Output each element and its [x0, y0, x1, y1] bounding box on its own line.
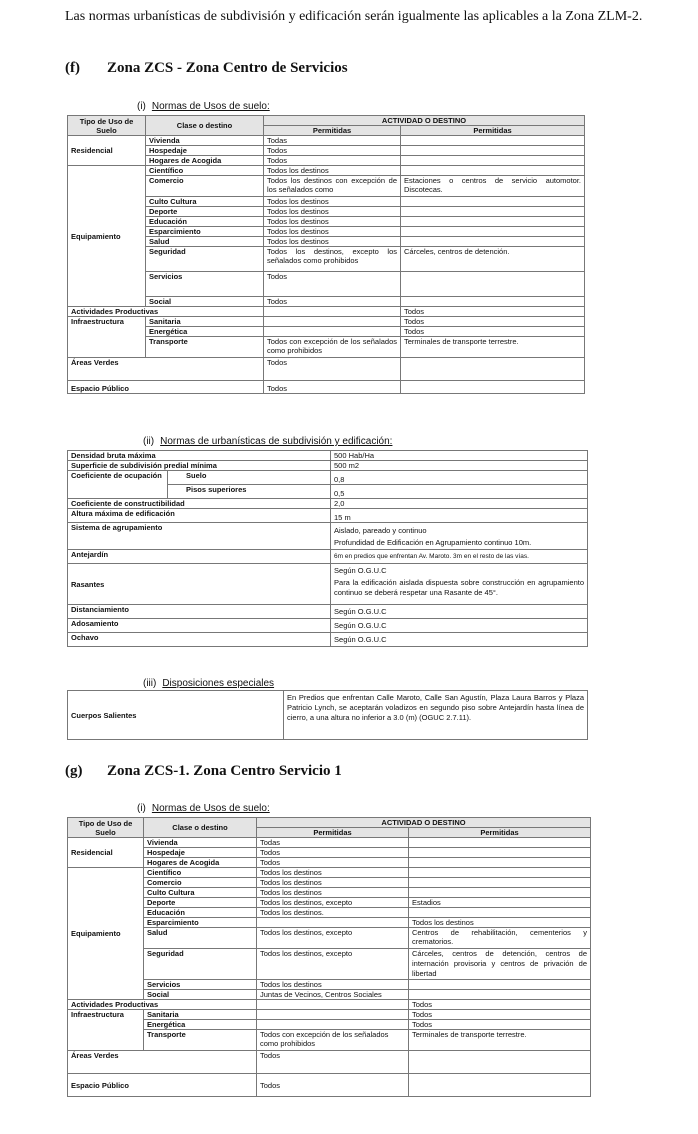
urban-sublabel: Suelo — [168, 471, 331, 485]
permitted-cell: Todos — [264, 358, 401, 381]
section-f-heading — [65, 60, 348, 77]
subtitle-text: Normas de urbanísticas de subdivisión y edificación: — [160, 436, 393, 447]
subtitle-text: Disposiciones especiales — [162, 678, 275, 689]
section-title: Zona ZCS - Zona Centro de Servicios — [107, 60, 348, 76]
permitted-cell: Todos los destinos con excepción de los señalados como — [264, 176, 401, 197]
class-cell: Deporte — [144, 898, 257, 908]
urban-value: 500 m2 — [331, 461, 588, 471]
section-letter: (f) — [65, 60, 80, 76]
class-cell: Deporte — [146, 207, 264, 217]
urban-label: Densidad bruta máxima — [68, 451, 331, 461]
type-infraestructura: Infraestructura — [68, 317, 146, 358]
class-cell: Servicios — [144, 980, 257, 990]
class-cell: Social — [144, 990, 257, 1000]
permitted-cell — [264, 307, 401, 317]
type-areas-verdes: Áreas Verdes — [68, 358, 264, 381]
header-clase: Clase o destino — [146, 116, 264, 136]
class-cell: Seguridad — [146, 247, 264, 272]
type-equipamiento: Equipamiento — [68, 166, 146, 307]
class-cell: Energética — [146, 327, 264, 337]
uses-subtitle — [137, 101, 270, 112]
section-g-heading — [65, 763, 342, 780]
permitted-cell: Todos — [264, 146, 401, 156]
prohibited-cell — [401, 272, 585, 297]
urban-value: 15 m — [331, 509, 588, 523]
class-cell: Hospedaje — [144, 848, 257, 858]
class-cell: Culto Cultura — [144, 888, 257, 898]
urban-value: Según O.G.U.C — [331, 619, 588, 633]
prohibited-cell: Todos — [401, 307, 585, 317]
prohibited-cell — [401, 381, 585, 394]
urban-label: Coeficiente de ocupación — [68, 471, 168, 499]
class-cell: Vivienda — [146, 136, 264, 146]
permitted-cell: Todos — [264, 272, 401, 297]
prohibited-cell: Cárceles, centros de detención. — [401, 247, 585, 272]
class-cell: Vivienda — [144, 838, 257, 848]
subtitle-num: (ii) — [143, 436, 155, 447]
permitted-cell: Todos los destinos, excepto — [257, 949, 409, 980]
intro-paragraph: Las normas urbanísticas de subdivisión y edificación serán igualmente las aplicables a la Zona ZLM-2. — [65, 9, 643, 24]
prohibited-cell — [409, 838, 591, 848]
permitted-cell: Todos los destinos — [264, 237, 401, 247]
prohibited-cell — [409, 1074, 591, 1097]
prohibited-cell — [401, 156, 585, 166]
class-cell: Salud — [146, 237, 264, 247]
urban-label: Antejardín — [68, 550, 331, 564]
permitted-cell: Todos — [257, 858, 409, 868]
prohibited-cell: Estadios — [409, 898, 591, 908]
type-espacio-publico: Espacio Público — [68, 381, 264, 394]
urban-label: Distanciamiento — [68, 605, 331, 619]
special-subtitle — [143, 678, 274, 689]
prohibited-cell — [409, 858, 591, 868]
class-cell: Social — [146, 297, 264, 307]
class-cell: Culto Cultura — [146, 197, 264, 207]
prohibited-cell — [401, 297, 585, 307]
header-actividad: ACTIVIDAD O DESTINO — [264, 116, 585, 126]
header-permitidas: Permitidas — [264, 126, 401, 136]
prohibited-cell: Todos — [409, 1010, 591, 1020]
header-prohibidas: Permitidas — [401, 126, 585, 136]
subtitle-num: (iii) — [143, 678, 157, 689]
prohibited-cell — [401, 237, 585, 247]
urban-value: 6m en predios que enfrentan Av. Maroto. 3m en el resto de las vías. — [331, 550, 588, 564]
permitted-cell — [257, 1020, 409, 1030]
prohibited-cell — [401, 166, 585, 176]
permitted-cell: Todas — [264, 136, 401, 146]
prohibited-cell: Estaciones o centros de servicio automotor. Discotecas. — [401, 176, 585, 197]
class-cell: Hogares de Acogida — [144, 858, 257, 868]
permitted-cell: Todos — [257, 1074, 409, 1097]
urban-subtitle — [143, 436, 392, 447]
urban-value: 2,0 — [331, 499, 588, 509]
urban-value: 0,5 — [331, 485, 588, 499]
urban-value-line: Para la edificación aislada dispuesta sobre construcción en agrupamiento continuo se deberá respetar una Rasante de 45°. — [334, 578, 585, 597]
header-clase: Clase o destino — [144, 818, 257, 838]
prohibited-cell — [409, 878, 591, 888]
type-residencial: Residencial — [68, 136, 146, 166]
permitted-cell: Todos — [257, 1051, 409, 1074]
class-cell: Hospedaje — [146, 146, 264, 156]
urban-value-line: Según O.G.U.C — [334, 566, 387, 575]
class-cell: Transporte — [146, 337, 264, 358]
prohibited-cell: Cárceles, centros de detención, centros de internación provisoria y centros de privación de libertad — [409, 949, 591, 980]
urban-value-line: Profundidad de Edificación en Agrupamiento continuo 10m. — [334, 538, 532, 547]
urban-label: Altura máxima de edificación — [68, 509, 331, 523]
permitted-cell — [257, 1010, 409, 1020]
class-cell: Educación — [146, 217, 264, 227]
permitted-cell: Todos los destinos — [264, 166, 401, 176]
prohibited-cell — [401, 136, 585, 146]
urban-sublabel: Pisos superiores — [168, 485, 331, 499]
header-permitidas: Permitidas — [257, 828, 409, 838]
class-cell: Educación — [144, 908, 257, 918]
class-cell: Seguridad — [144, 949, 257, 980]
urban-value-line: Aislado, pareado y continuo — [334, 526, 427, 535]
prohibited-cell: Terminales de transporte terrestre. — [409, 1030, 591, 1051]
prohibited-cell: Todos — [401, 317, 585, 327]
prohibited-cell: Todos — [409, 1000, 591, 1010]
class-cell: Sanitaria — [144, 1010, 257, 1020]
permitted-cell: Todos los destinos — [257, 980, 409, 990]
permitted-cell — [264, 327, 401, 337]
urban-value: Según O.G.U.C — [331, 633, 588, 647]
class-cell: Esparcimiento — [146, 227, 264, 237]
prohibited-cell — [401, 197, 585, 207]
type-espacio-publico: Espacio Público — [68, 1074, 257, 1097]
prohibited-cell: Todos los destinos — [409, 918, 591, 928]
urban-label: Superficie de subdivisión predial mínima — [68, 461, 331, 471]
uses-subtitle — [137, 803, 270, 814]
urban-value: Según O.G.U.C — [331, 605, 588, 619]
type-actividades: Actividades Productivas — [68, 307, 264, 317]
type-infraestructura: Infraestructura — [68, 1010, 144, 1051]
uses-table-g — [67, 817, 591, 1097]
urban-value: 500 Hab/Ha — [331, 451, 588, 461]
type-equipamiento: Equipamiento — [68, 868, 144, 1000]
subtitle-text: Normas de Usos de suelo: — [151, 803, 270, 814]
prohibited-cell: Todos — [401, 327, 585, 337]
urban-label: Adosamiento — [68, 619, 331, 633]
special-label: Cuerpos Salientes — [68, 691, 284, 740]
header-tipo: Tipo de Uso de Suelo — [68, 818, 144, 838]
header-actividad: ACTIVIDAD O DESTINO — [257, 818, 591, 828]
class-cell: Comercio — [144, 878, 257, 888]
prohibited-cell — [409, 980, 591, 990]
urban-label: Coeficiente de constructibilidad — [68, 499, 331, 509]
header-tipo: Tipo de Uso de Suelo — [68, 116, 146, 136]
permitted-cell: Todos los destinos — [257, 888, 409, 898]
class-cell: Comercio — [146, 176, 264, 197]
class-cell: Científico — [144, 868, 257, 878]
prohibited-cell — [409, 990, 591, 1000]
class-cell: Hogares de Acogida — [146, 156, 264, 166]
type-residencial: Residencial — [68, 838, 144, 868]
permitted-cell: Todos con excepción de los señalados como prohibidos — [257, 1030, 409, 1051]
permitted-cell: Todos los destinos — [264, 207, 401, 217]
permitted-cell: Todos los destinos — [264, 217, 401, 227]
type-areas-verdes: Áreas Verdes — [68, 1051, 257, 1074]
permitted-cell: Juntas de Vecinos, Centros Sociales — [257, 990, 409, 1000]
permitted-cell: Todos los destinos — [264, 227, 401, 237]
prohibited-cell — [409, 848, 591, 858]
prohibited-cell — [409, 908, 591, 918]
permitted-cell: Todos con excepción de los señalados como prohibidos — [264, 337, 401, 358]
permitted-cell: Todos — [264, 381, 401, 394]
class-cell: Salud — [144, 928, 257, 949]
prohibited-cell — [401, 207, 585, 217]
class-cell: Servicios — [146, 272, 264, 297]
special-value: En Predios que enfrentan Calle Maroto, Calle San Agustín, Plaza Laura Barros y Plaza Patricio Lynch, se aceptarán voladizos en segundo piso sobre Antejardín hasta línea de cierro, a una altura no inferior a 3.0 (m) (OGUC 2.7.11). — [284, 691, 588, 740]
permitted-cell: Todos los destinos, excepto los señalados como prohibidos — [264, 247, 401, 272]
prohibited-cell — [401, 146, 585, 156]
permitted-cell: Todos los destinos. — [257, 908, 409, 918]
prohibited-cell — [409, 868, 591, 878]
prohibited-cell: Centros de rehabilitación, cementerios y crematorios. — [409, 928, 591, 949]
permitted-cell: Todos — [264, 156, 401, 166]
urban-label: Sistema de agrupamiento — [68, 523, 331, 550]
prohibited-cell — [401, 227, 585, 237]
urban-value — [331, 523, 588, 550]
permitted-cell: Todos los destinos — [257, 878, 409, 888]
class-cell: Transporte — [144, 1030, 257, 1051]
subtitle-num: (i) — [137, 803, 146, 814]
subtitle-num: (i) — [137, 101, 146, 112]
prohibited-cell — [409, 888, 591, 898]
permitted-cell — [257, 1000, 409, 1010]
uses-table-f — [67, 115, 585, 394]
special-table — [67, 690, 588, 740]
permitted-cell: Todos los destinos — [257, 868, 409, 878]
urban-value — [331, 564, 588, 605]
class-cell: Energética — [144, 1020, 257, 1030]
permitted-cell: Todos — [257, 848, 409, 858]
prohibited-cell — [409, 1051, 591, 1074]
permitted-cell: Todos los destinos, excepto — [257, 898, 409, 908]
urban-value: 0,8 — [331, 471, 588, 485]
permitted-cell: Todos los destinos — [264, 197, 401, 207]
type-actividades: Actividades Productivas — [68, 1000, 257, 1010]
urban-table — [67, 450, 588, 647]
subtitle-text: Normas de Usos de suelo: — [151, 101, 270, 112]
urban-label: Ochavo — [68, 633, 331, 647]
class-cell: Científico — [146, 166, 264, 176]
header-prohibidas: Permitidas — [409, 828, 591, 838]
prohibited-cell — [401, 358, 585, 381]
class-cell: Esparcimiento — [144, 918, 257, 928]
permitted-cell: Todos los destinos, excepto — [257, 928, 409, 949]
urban-label: Rasantes — [68, 564, 331, 605]
prohibited-cell: Todos — [409, 1020, 591, 1030]
section-letter: (g) — [65, 763, 83, 779]
prohibited-cell: Terminales de transporte terrestre. — [401, 337, 585, 358]
permitted-cell: Todos — [264, 297, 401, 307]
prohibited-cell — [401, 217, 585, 227]
section-title: Zona ZCS-1. Zona Centro Servicio 1 — [107, 763, 342, 779]
permitted-cell — [264, 317, 401, 327]
permitted-cell: Todas — [257, 838, 409, 848]
permitted-cell — [257, 918, 409, 928]
class-cell: Sanitaria — [146, 317, 264, 327]
